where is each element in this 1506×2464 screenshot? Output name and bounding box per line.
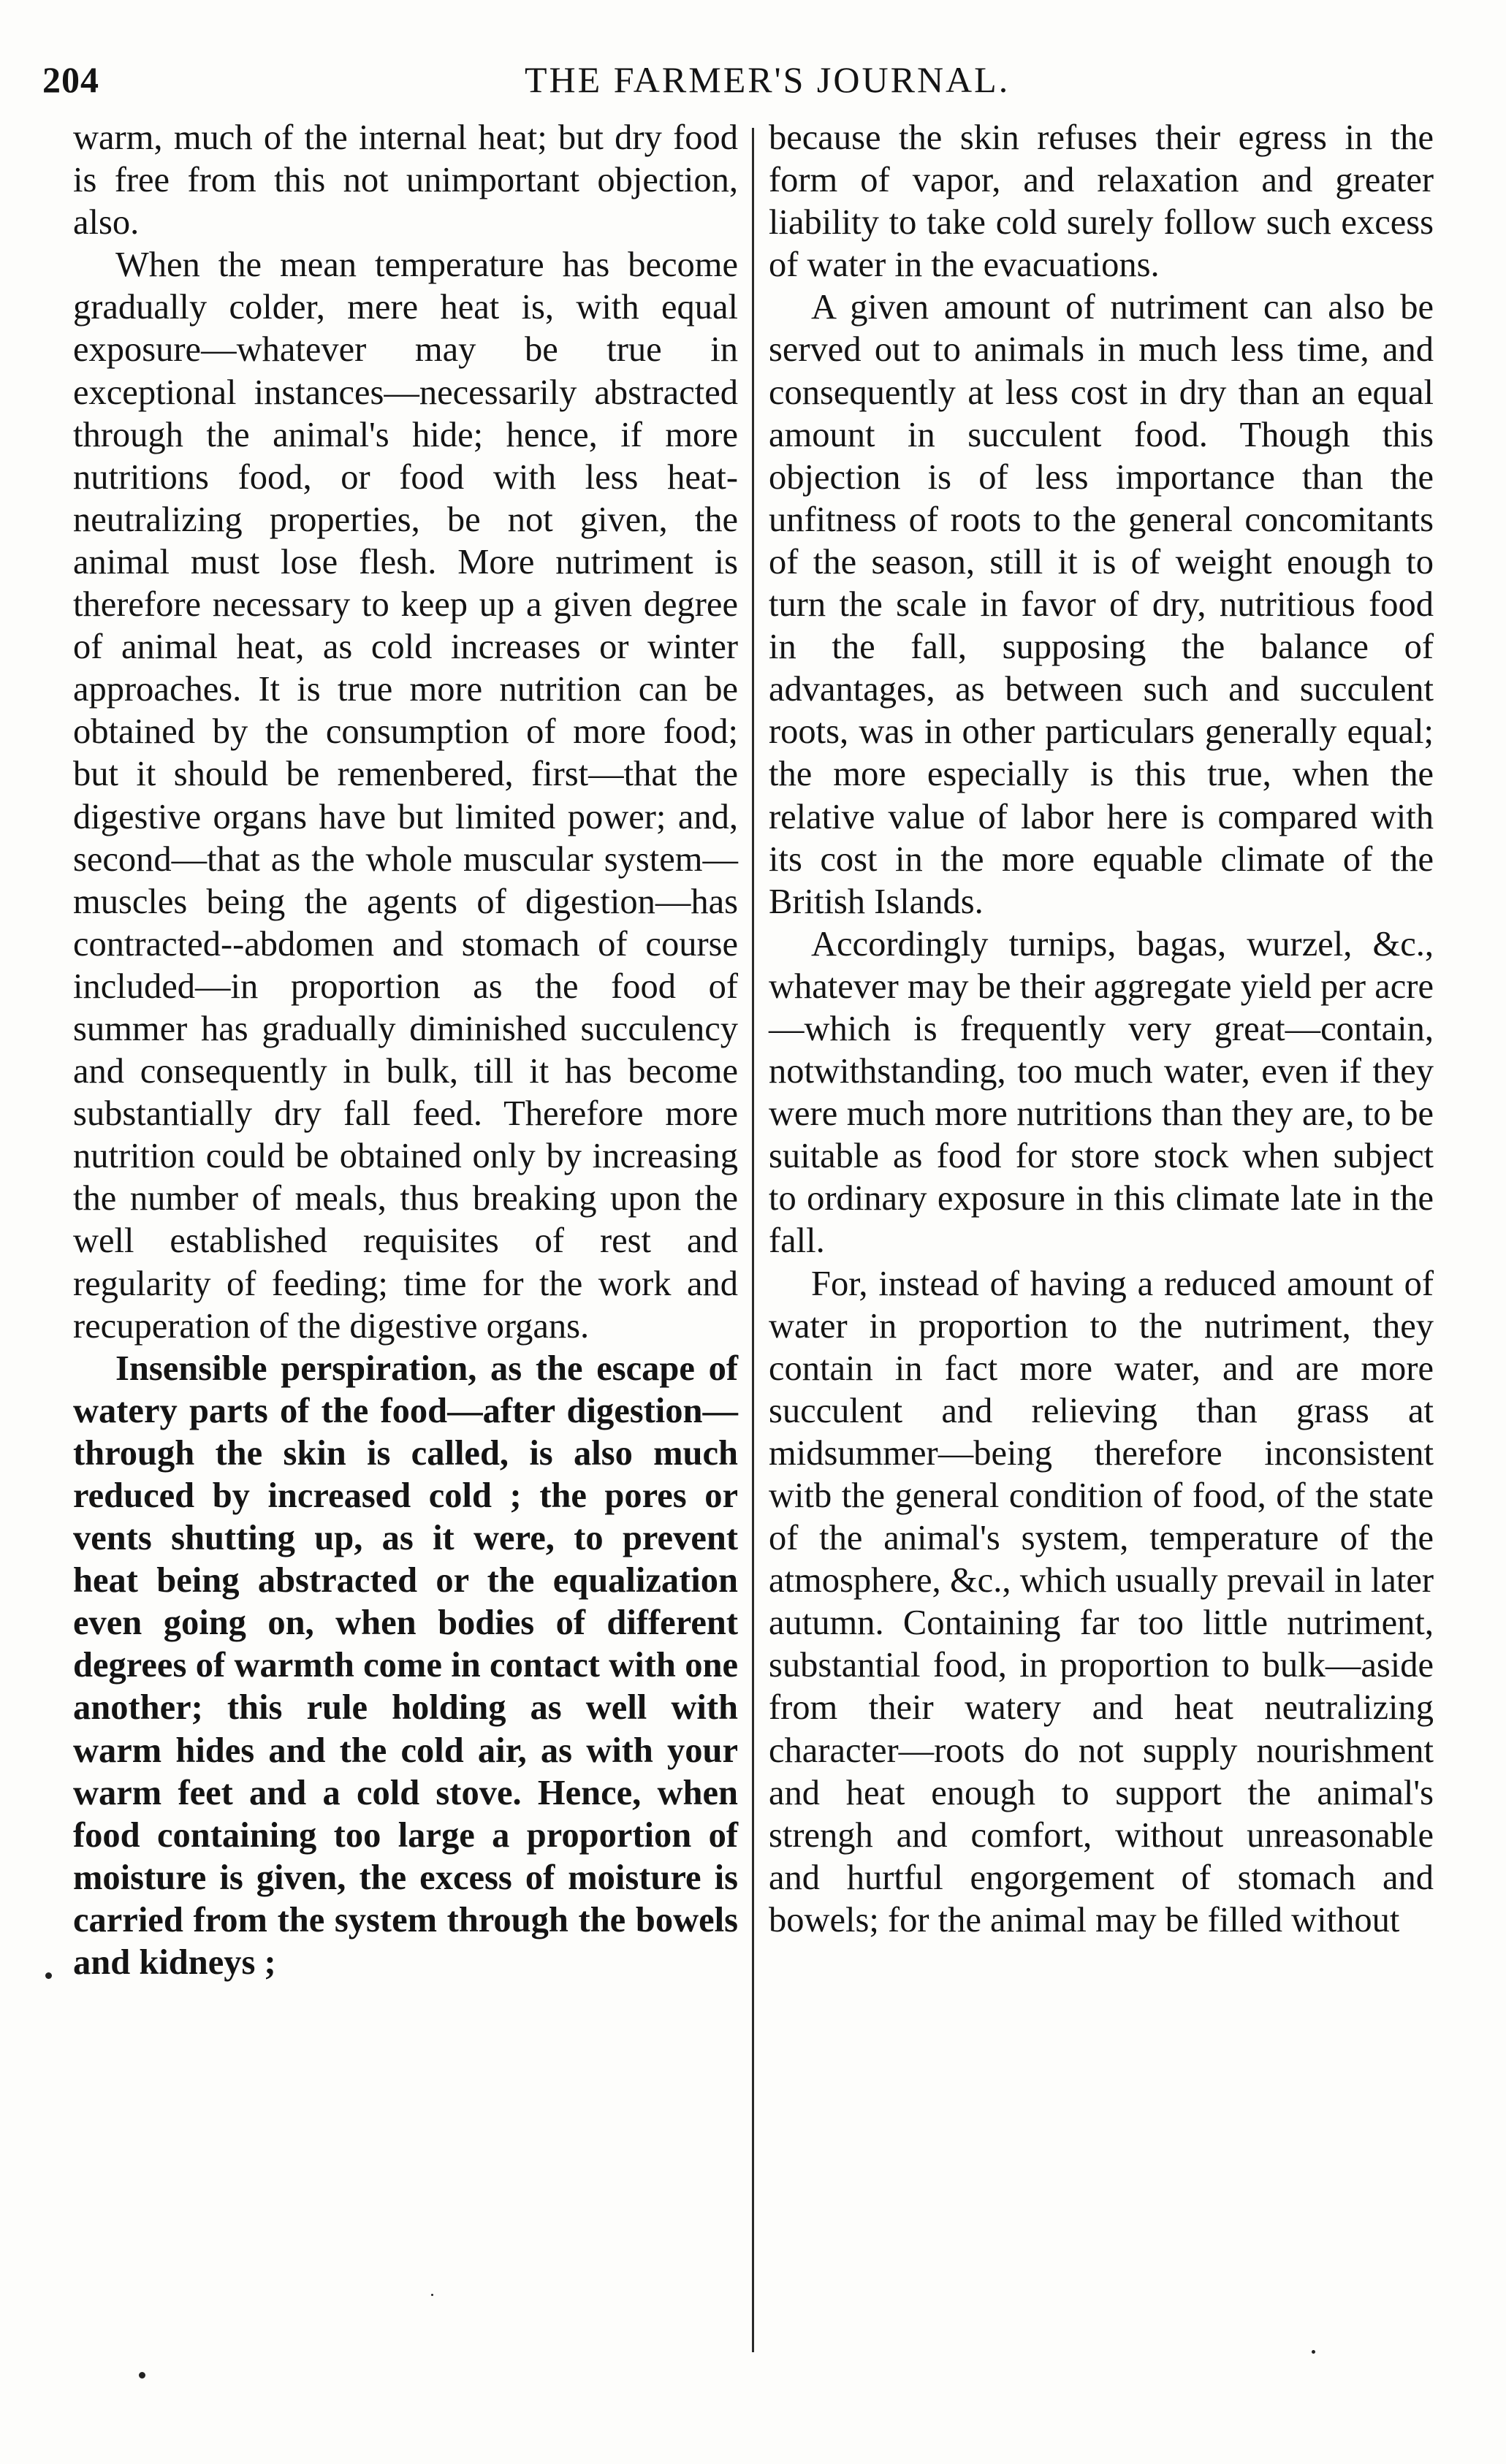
ink-speck (139, 2372, 145, 2379)
right-column (769, 117, 1434, 1942)
ink-speck (1312, 2350, 1315, 2354)
paragraph: warm, much of the internal heat; but dry food is free from this not unimportant objection, also. (73, 118, 738, 243)
paragraph: A given amount of nutriment can also be served out to animals in much less time, and consequently at less cost in dry than an equal amount in succulent food. Though this objection is of less importance than the unfitness of roots to the general concomitants of the season, still it is of weight enough to turn the scale in favor of dry, nutritious food in the fall, supposing the balance of advantages, as between such and succulent roots, was in other particulars generally equal; the more especially is this true, when the relative value of labor here is compared with its cost in the more equable climate of the British Islands. (769, 288, 1434, 921)
paragraph: Insensible perspiration, as the escape of watery parts of the food—after digestion—through the skin is called, is also much reduced by increased cold ; the pores or vents shutting up, as it were, to prevent heat being abstracted or the equalization even going on, when bodies of different degrees of warmth come in contact with one another; this rule holding as well with warm hides and the cold air, as with your warm feet and a cold stove. Hence, when food containing too large a proportion of moisture is given, the excess of moisture is carried from the system through the bowels and kidneys ; (73, 1349, 738, 1983)
column-divider (752, 128, 754, 2352)
paragraph: because the skin refuses their egress in the form of vapor, and relaxation and greater liability to take cold surely follow such excess of water in the evacuations. (769, 118, 1434, 285)
left-column (73, 117, 738, 1984)
page-number: 204 (42, 59, 99, 100)
running-title: THE FARMER'S JOURNAL. (525, 59, 1011, 100)
paragraph: For, instead of having a reduced amount of water in proportion to the nutriment, they contain in fact more water, and are more succulent and relieving than grass at midsummer—being therefore inconsistent witb the general condition of food, of the state of the animal's system, temperature of the atmosphere, &c., which usually prevail in later autumn. Containing far too little nutriment, substantial food, in proportion to bulk—aside from their watery and heat neutralizing character—roots do not supply nourishment and heat enough to support the animal's strengh and comfort, without unreasonable and hurtful engorgement of stomach and bowels; for the animal may be filled without (769, 1264, 1434, 1939)
page-header (42, 58, 1431, 110)
ink-speck (45, 1972, 52, 1979)
paragraph: Accordingly turnips, bagas, wurzel, &c., whatever may be their aggregate yield per acre—which is frequently very great—contain, notwithstanding, too much water, even if they were much more nutritions than they are, to be suitable as food for store stock when subject to ordinary exposure in this climate late in the fall. (769, 924, 1434, 1261)
paragraph: When the mean temperature has become gradually colder, mere heat is, with equal exposure—whatever may be true in exceptional instances—necessarily abstracted through the animal's hide; hence, if more nutritions food, or food with less heat-neutralizing properties, be not given, the animal must lose flesh. More nutriment is therefore necessary to keep up a given degree of animal heat, as cold increases or winter approaches. It is true more nutrition can be obtained by the consumption of more food; but it should be remenbered, first—that the digestive organs have but limited power; and, second—that as the whole muscular system—muscles being the agents of digestion—has contracted--abdomen and stomach of course included—in proportion as the food of summer has gradually diminished succulency and consequently in bulk, till it has become substantially dry fall feed. Therefore more nutrition could be obtained only by increasing the number of meals, thus breaking upon the well established requisites of rest and regularity of feeding; time for the work and recuperation of the digestive organs. (73, 245, 738, 1346)
ink-speck (431, 2294, 433, 2296)
